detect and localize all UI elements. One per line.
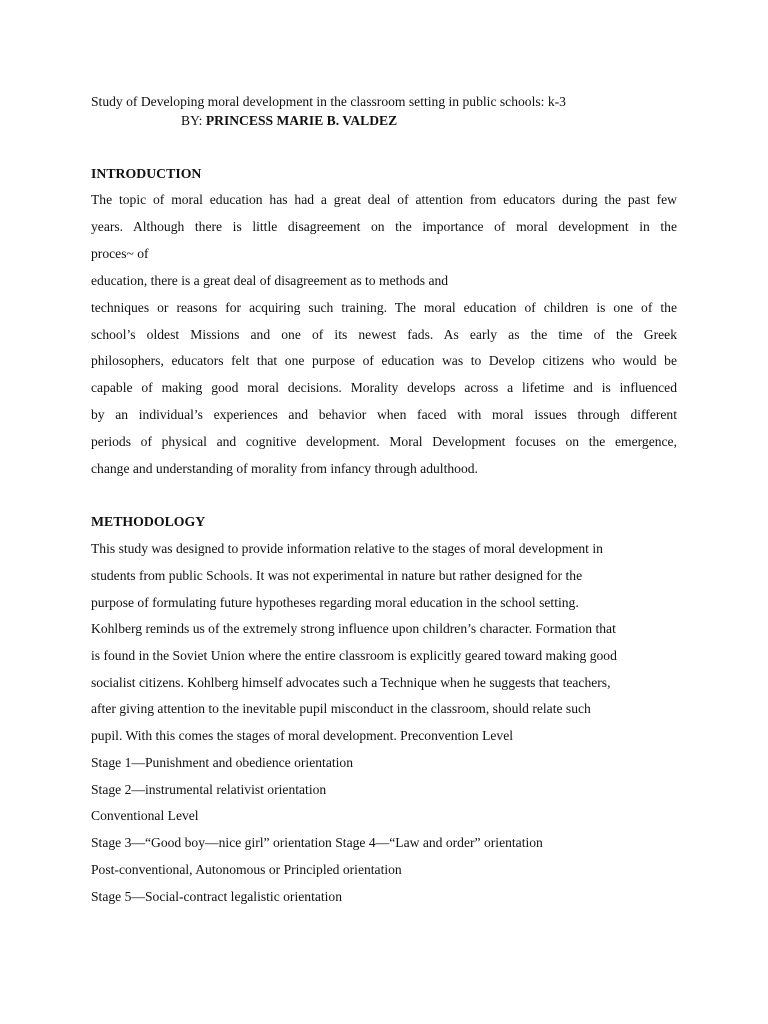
introduction-line: school’s oldest Missions and one of its newest fads. As early as the time of the Greek <box>91 327 677 342</box>
methodology-line: purpose of formulating future hypotheses regarding moral education in the school setting. <box>91 595 579 610</box>
methodology-line: Kohlberg reminds us of the extremely strong influence upon children’s character. Formation that <box>91 621 616 636</box>
stage-line: Stage 1—Punishment and obedience orientation <box>91 755 353 770</box>
author-name: PRINCESS MARIE B. VALDEZ <box>205 113 398 128</box>
introduction-line: techniques or reasons for acquiring such training. The moral education of children is one of the <box>91 300 677 315</box>
introduction-line: by an individual’s experiences and behavior when faced with moral issues through different <box>91 407 677 422</box>
introduction-line: capable of making good moral decisions. Morality develops across a lifetime and is influenced <box>91 380 677 395</box>
introduction-line: years. Although there is little disagreement on the importance of moral development in the <box>91 219 677 234</box>
level-line: Conventional Level <box>91 808 199 823</box>
methodology-heading: METHODOLOGY <box>91 514 206 529</box>
introduction-line: change and understanding of morality from infancy through adulthood. <box>91 461 478 476</box>
stage-line: Stage 3—“Good boy—nice girl” orientation Stage 4—“Law and order” orientation <box>91 835 543 850</box>
introduction-line: education, there is a great deal of disagreement as to methods and <box>91 273 449 288</box>
methodology-line: after giving attention to the inevitable pupil misconduct in the classroom, should relate such <box>91 701 591 716</box>
introduction-line: philosophers, educators felt that one purpose of education was to Develop citizens who would be <box>91 353 677 368</box>
introduction-line: proces~ of <box>91 246 149 261</box>
stage-line: Stage 2—instrumental relativist orientation <box>91 782 327 797</box>
byline <box>181 113 397 129</box>
level-line: Post-conventional, Autonomous or Principled orientation <box>91 862 402 877</box>
introduction-line: The topic of moral education has had a great deal of attention from educators during the past few <box>91 192 677 207</box>
methodology-line: This study was designed to provide information relative to the stages of moral development in <box>91 541 603 556</box>
introduction-line: periods of physical and cognitive development. Moral Development focuses on the emergence, <box>91 434 677 449</box>
introduction-heading: INTRODUCTION <box>91 166 202 181</box>
stage-line: Stage 5—Social-contract legalistic orientation <box>91 889 343 904</box>
methodology-line: is found in the Soviet Union where the entire classroom is explicitly geared toward making good <box>91 648 617 663</box>
methodology-line: socialist citizens. Kohlberg himself advocates such a Technique when he suggests that teachers, <box>91 675 611 690</box>
by-label: BY: <box>181 113 203 128</box>
methodology-line: pupil. With this comes the stages of moral development. Preconvention Level <box>91 728 514 743</box>
document-title: Study of Developing moral development in the classroom setting in public schools: k-3 <box>91 94 566 109</box>
methodology-line: students from public Schools. It was not experimental in nature but rather designed for the <box>91 568 583 583</box>
